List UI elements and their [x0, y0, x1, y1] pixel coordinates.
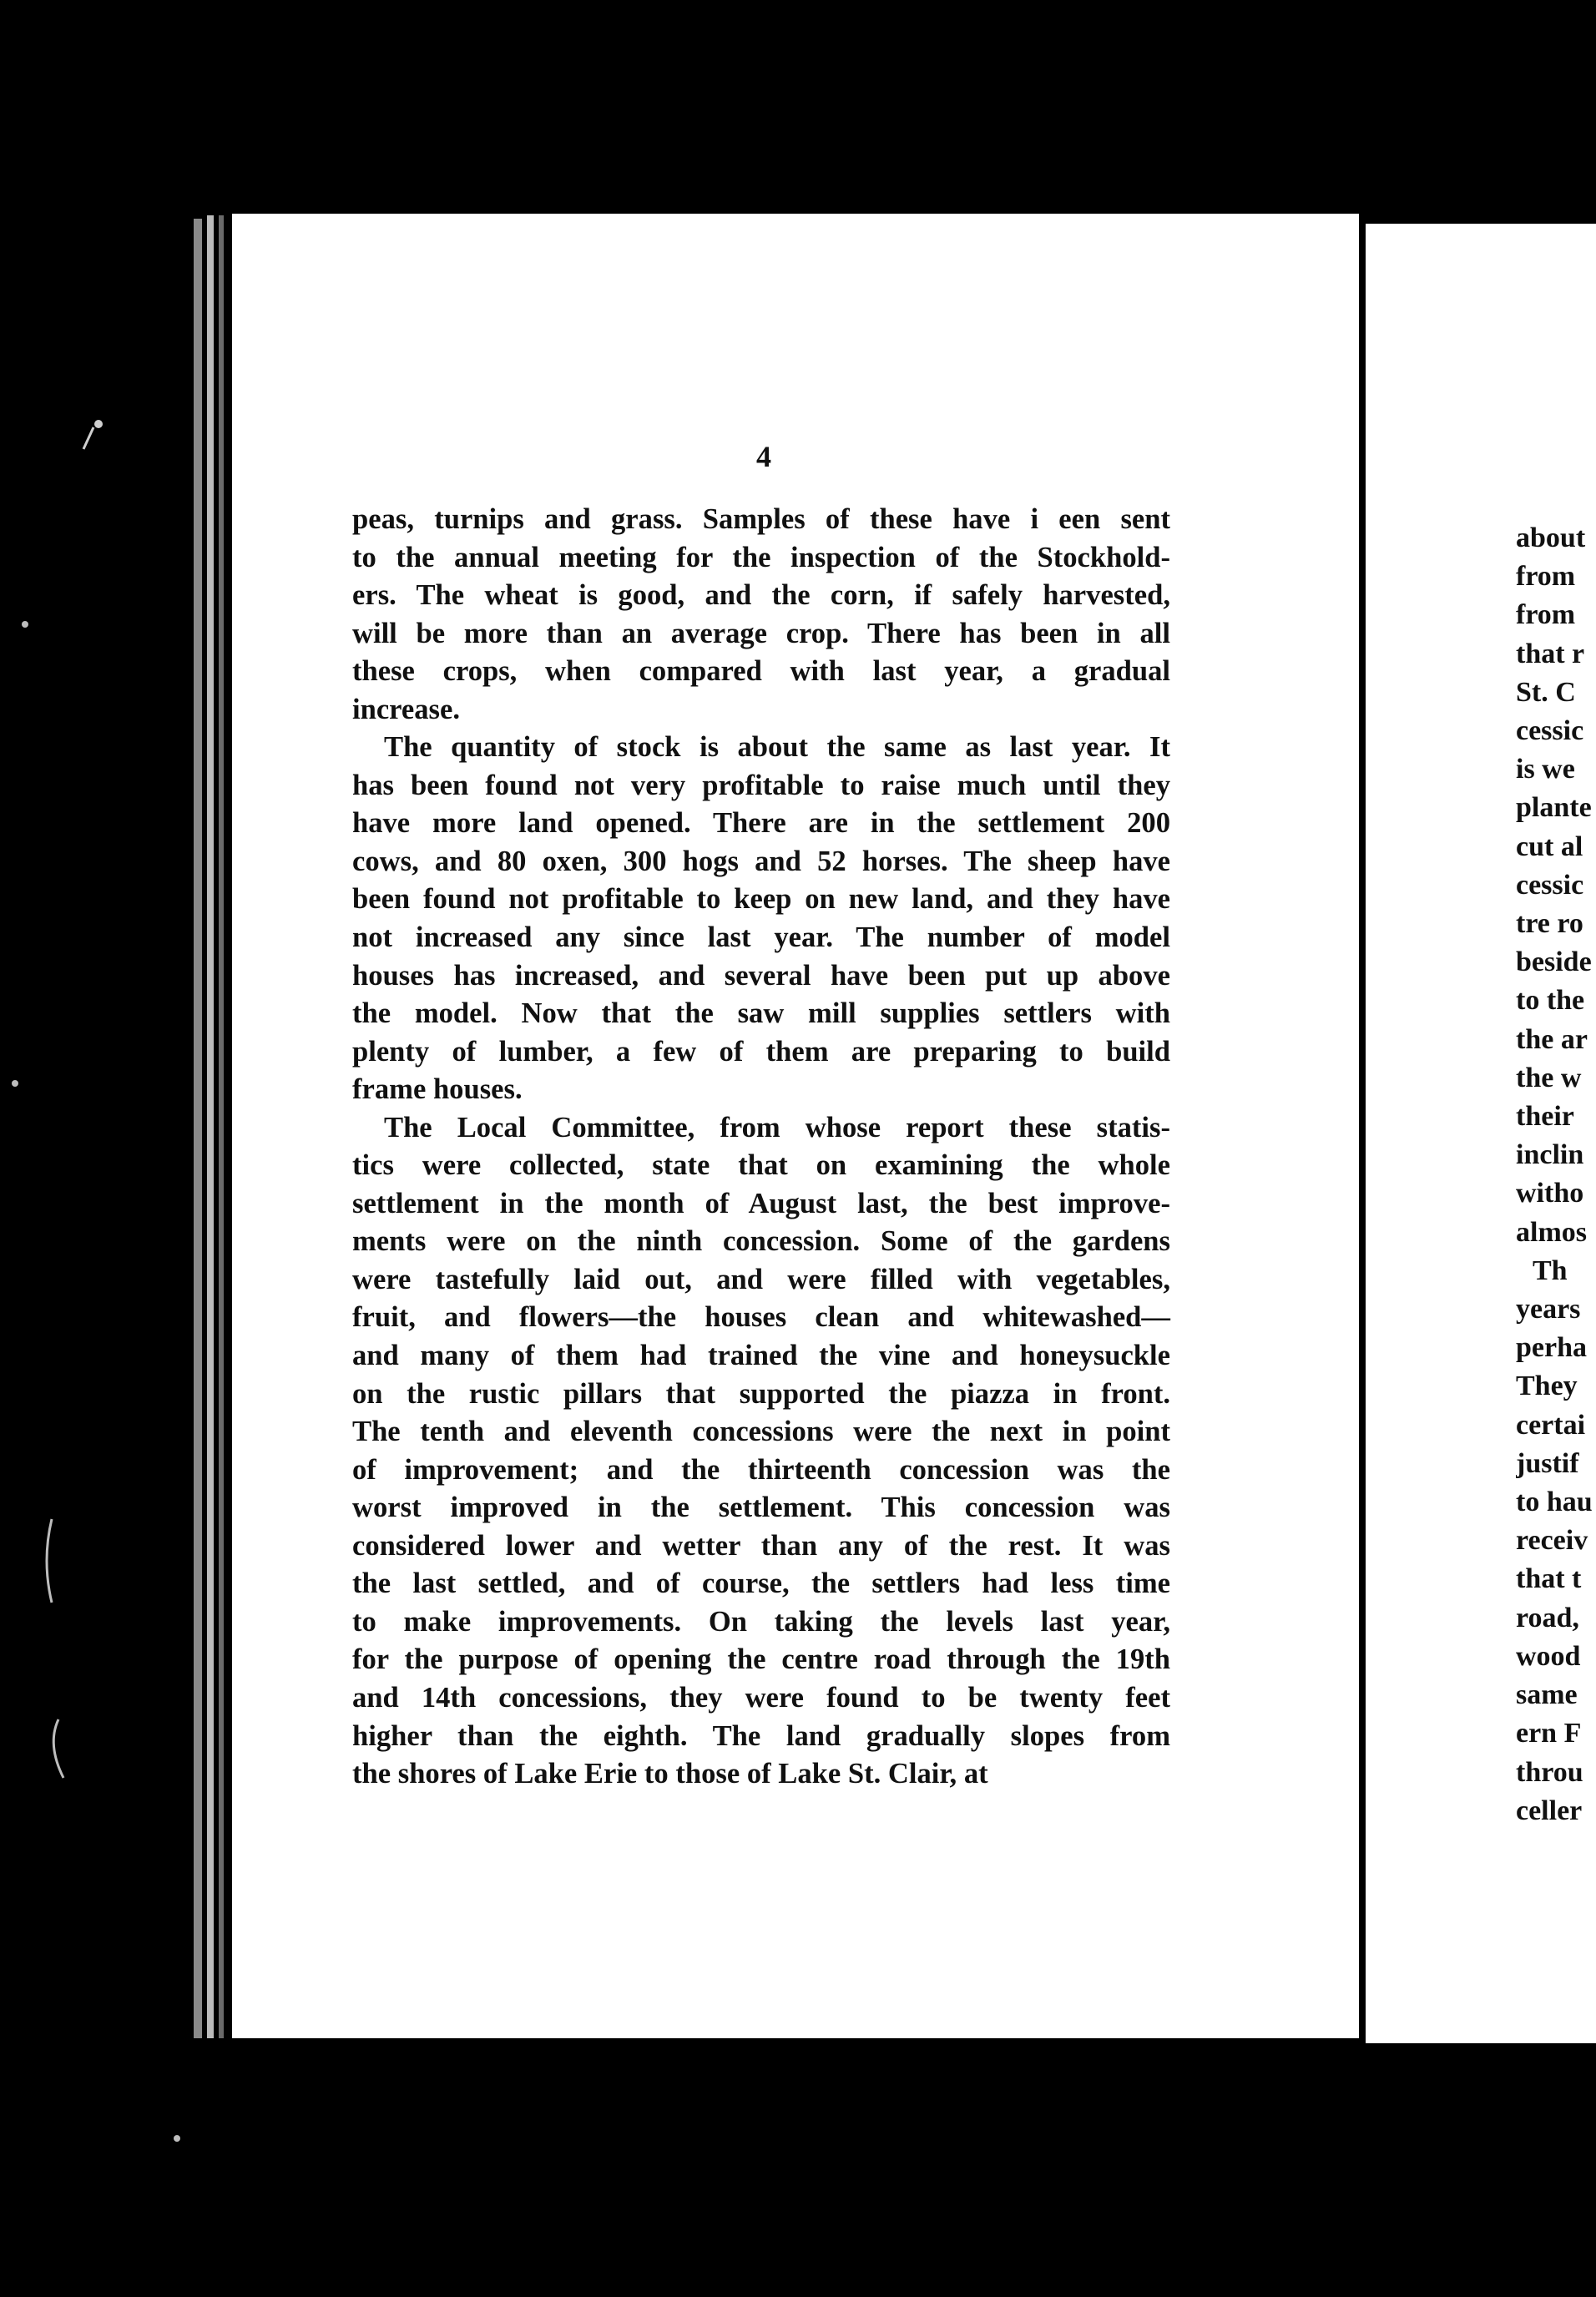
- text-line: their: [1516, 1101, 1574, 1133]
- text-line: worst improved in the settlement. This concession was: [352, 1492, 1170, 1524]
- text-line: tre ro: [1516, 908, 1583, 940]
- text-line: The Local Committee, from whose report these statis-: [384, 1111, 1170, 1143]
- text-line: is we: [1516, 754, 1575, 785]
- text-line: perha: [1516, 1332, 1587, 1364]
- text-line: frame houses.: [352, 1073, 523, 1106]
- text-line: inclin: [1516, 1139, 1584, 1171]
- text-line: were tastefully laid out, and were filled with vegetables,: [352, 1263, 1170, 1295]
- text-line: celler: [1516, 1795, 1583, 1826]
- text-line: ments were on the ninth concession. Some of the gardens: [352, 1225, 1170, 1258]
- text-line: been found not profitable to keep on new land, and they have: [352, 883, 1170, 916]
- text-line: increase.: [352, 693, 460, 725]
- text-line: fruit, and flowers—the houses clean and whitewashed—: [352, 1301, 1170, 1334]
- text-line: houses has increased, and several have been put up above: [352, 959, 1170, 992]
- text-line: the last settled, and of course, the settlers had less time: [352, 1568, 1170, 1600]
- text-line: to make improvements. On taking the levels last year,: [352, 1605, 1170, 1638]
- text-line: to hau: [1516, 1487, 1593, 1518]
- text-line: tics were collected, state that on examining the whole: [352, 1149, 1170, 1182]
- text-line: and 14th concessions, they were found to be twenty feet: [352, 1681, 1170, 1714]
- text-line: throu: [1516, 1756, 1583, 1788]
- text-line: and many of them had trained the vine and honeysuckle: [352, 1340, 1170, 1372]
- text-line: the w: [1516, 1062, 1582, 1093]
- text-line: the ar: [1516, 1023, 1588, 1055]
- text-line: ern F: [1516, 1718, 1582, 1749]
- text-line: St. C: [1516, 676, 1576, 708]
- text-line: settlement in the month of August last, the best improve-: [352, 1187, 1170, 1219]
- text-line: the shores of Lake Erie to those of Lake St. Clair, at: [352, 1758, 988, 1790]
- text-line: from: [1516, 599, 1576, 631]
- left-page-text: [352, 501, 1170, 1794]
- right-page-text: [1516, 519, 1596, 1830]
- text-line: peas, turnips and grass. Samples of these have i een sent: [352, 503, 1170, 535]
- text-line: on the rustic pillars that supported the piazza in front.: [352, 1377, 1170, 1410]
- text-line: these crops, when compared with last year, a gradual: [352, 655, 1170, 688]
- text-line: years: [1516, 1294, 1581, 1325]
- text-line: that r: [1516, 638, 1585, 669]
- text-line: has been found not very profitable to raise much until they: [352, 769, 1170, 801]
- text-line: road,: [1516, 1602, 1579, 1633]
- text-line: same: [1516, 1679, 1578, 1711]
- text-line: from: [1516, 561, 1576, 593]
- text-line: the model. Now that the saw mill supplies settlers with: [352, 997, 1170, 1030]
- text-line: that t: [1516, 1563, 1582, 1595]
- text-line: Th: [1533, 1255, 1568, 1286]
- text-line: have more land opened. There are in the settlement 200: [352, 807, 1170, 840]
- page-number: 4: [756, 440, 771, 473]
- text-line: higher than the eighth. The land gradually slopes from: [352, 1719, 1170, 1752]
- text-line: certai: [1516, 1409, 1586, 1441]
- text-line: plenty of lumber, a few of them are preparing to build: [352, 1035, 1170, 1068]
- text-line: cessic: [1516, 869, 1584, 901]
- text-line: plante: [1516, 792, 1592, 824]
- text-line: almos: [1516, 1216, 1587, 1248]
- text-line: They: [1516, 1371, 1578, 1402]
- text-line: to the: [1516, 985, 1585, 1017]
- text-line: The quantity of stock is about the same as last year. It: [384, 731, 1170, 764]
- text-line: for the purpose of opening the centre road through the 19th: [352, 1643, 1170, 1676]
- text-line: witho: [1516, 1178, 1584, 1209]
- text-line: will be more than an average crop. There has been in all: [352, 617, 1170, 649]
- text-line: considered lower and wetter than any of the rest. It was: [352, 1529, 1170, 1562]
- text-line: cut al: [1516, 830, 1583, 862]
- text-line: not increased any since last year. The number of model: [352, 921, 1170, 954]
- text-line: The tenth and eleventh concessions were the next in point: [352, 1416, 1170, 1448]
- text-line: beside: [1516, 947, 1592, 978]
- text-line: cows, and 80 oxen, 300 hogs and 52 horses. The sheep have: [352, 845, 1170, 877]
- text-line: cessic: [1516, 715, 1584, 747]
- text-line: of improvement; and the thirteenth concession was the: [352, 1453, 1170, 1486]
- text-line: ers. The wheat is good, and the corn, if safely harvested,: [352, 579, 1170, 612]
- text-line: about: [1516, 523, 1586, 553]
- text-line: receiv: [1516, 1525, 1588, 1557]
- text-line: to the annual meeting for the inspection of the Stockhold-: [352, 541, 1170, 573]
- text-line: wood: [1516, 1640, 1581, 1672]
- text-line: justif: [1516, 1447, 1579, 1479]
